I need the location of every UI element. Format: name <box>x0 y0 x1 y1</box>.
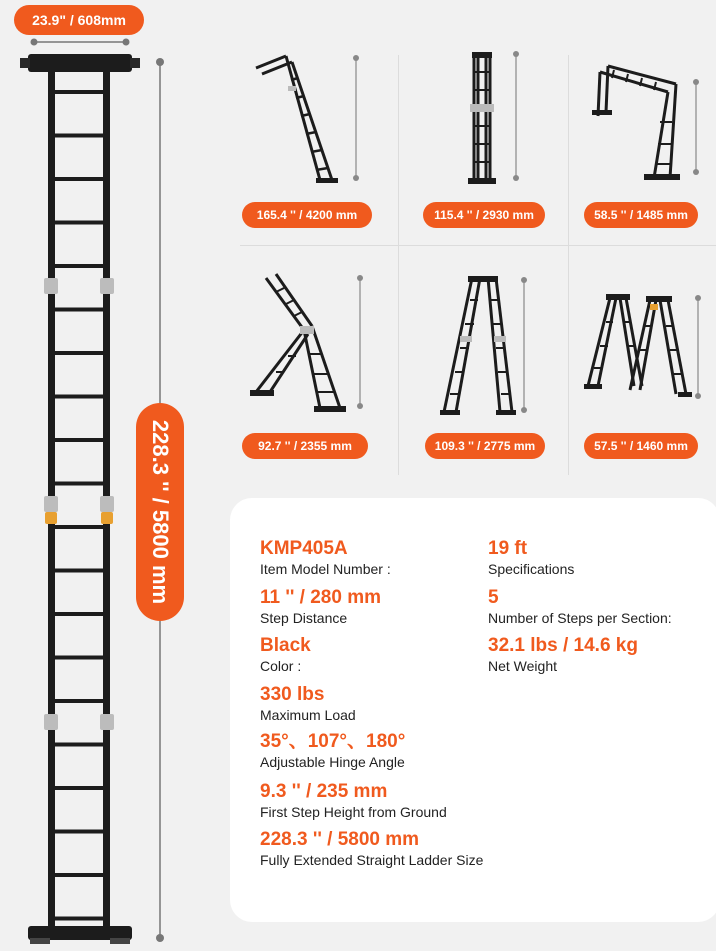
ladder-rung <box>50 830 108 834</box>
ladder-rung <box>50 786 108 790</box>
spec-value: 5 <box>488 587 499 608</box>
config-label-2: 115.4 '' / 2930 mm <box>423 202 545 228</box>
spec-first-step-height <box>260 781 447 821</box>
spec-value: 32.1 lbs / 14.6 kg <box>488 635 638 656</box>
ladder-rung <box>50 482 108 486</box>
spec-value: 228.3 '' / 5800 mm <box>260 829 420 850</box>
angled-straight-ladder-icon <box>248 50 368 190</box>
grid-divider <box>240 245 716 246</box>
spec-hinge-angle <box>260 731 405 771</box>
ladder-rung <box>50 308 108 312</box>
spec-card <box>230 498 716 922</box>
spec-label: Fully Extended Straight Ladder Size <box>260 852 484 868</box>
spec-label: Specifications <box>488 561 575 577</box>
ladder-rung <box>50 351 108 355</box>
ladder-rung <box>50 743 108 747</box>
scaffold-ladder-icon <box>584 52 704 188</box>
spec-value: Black <box>260 635 311 656</box>
spec-steps-per-section <box>488 587 672 627</box>
config-label-1: 165.4 '' / 4200 mm <box>242 202 372 228</box>
config-label-3: 58.5 '' / 1485 mm <box>584 202 698 228</box>
ladder-rung <box>50 221 108 225</box>
folded-straight-ladder-icon <box>450 48 530 188</box>
spec-max-load <box>260 684 356 724</box>
width-dimension-badge: 23.9" / 608mm <box>14 5 144 35</box>
ladder-rung <box>50 525 108 529</box>
spec-label: Adjustable Hinge Angle <box>260 754 405 770</box>
config-label-4: 92.7 '' / 2355 mm <box>242 433 368 459</box>
ladder-rung <box>50 699 108 703</box>
config-label-6: 57.5 '' / 1460 mm <box>584 433 698 459</box>
grid-divider <box>568 55 569 475</box>
step-extension-ladder-icon <box>248 270 368 418</box>
spec-label: Item Model Number : <box>260 561 391 577</box>
spec-label: Step Distance <box>260 610 348 626</box>
spec-model <box>260 538 391 578</box>
config-label-5: 109.3 '' / 2775 mm <box>425 433 545 459</box>
spec-label: Number of Steps per Section: <box>488 610 672 626</box>
spec-value: 11 '' / 280 mm <box>260 587 382 608</box>
ladder-rung <box>50 569 108 573</box>
ladder-rung <box>50 873 108 877</box>
ladder-rung <box>50 90 108 94</box>
ladder-rung <box>50 612 108 616</box>
a-frame-ladder-icon <box>438 272 538 420</box>
ladder-rung <box>50 917 108 921</box>
ladder-rung <box>50 438 108 442</box>
spec-color <box>260 635 311 675</box>
spec-net-weight <box>488 635 638 675</box>
height-dimension-badge <box>136 403 184 621</box>
spec-value: 330 lbs <box>260 684 325 705</box>
spec-label: First Step Height from Ground <box>260 804 447 820</box>
spec-value: KMP405A <box>260 538 348 559</box>
grid-divider <box>398 55 399 475</box>
spec-value: 35°、107°、180° <box>260 731 406 752</box>
spec-label: Net Weight <box>488 658 557 674</box>
ladder-rung <box>50 264 108 268</box>
main-ladder-image <box>20 50 140 945</box>
spec-label: Maximum Load <box>260 707 356 723</box>
ladder-rung <box>50 395 108 399</box>
spec-specifications <box>488 538 574 578</box>
ladder-rung <box>50 177 108 181</box>
ladder-rung <box>50 134 108 138</box>
spec-step-distance <box>260 587 381 627</box>
spec-value: 9.3 '' / 235 mm <box>260 781 388 802</box>
spec-extended-size <box>260 829 483 869</box>
spec-label: Color : <box>260 658 302 674</box>
height-dimension-label: 228.3 '' / 5800 mm <box>148 419 173 605</box>
ladder-rung <box>50 656 108 660</box>
width-dimension-line <box>30 38 130 46</box>
double-a-frame-ladder-icon <box>580 290 706 410</box>
spec-value: 19 ft <box>488 538 528 559</box>
